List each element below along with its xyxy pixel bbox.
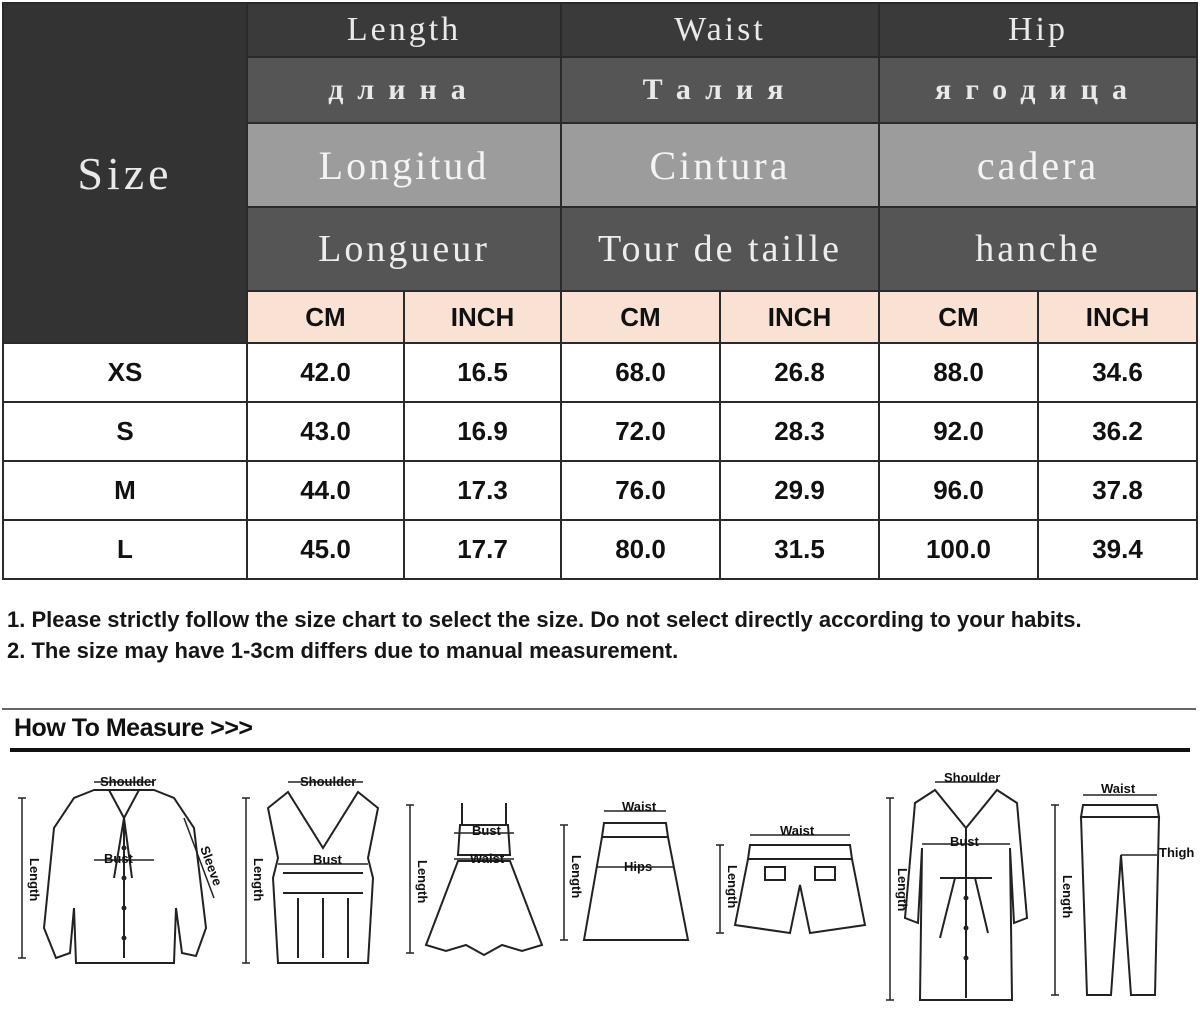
- note-1: 1. Please strictly follow the size chart to select the size. Do not select directly according to your habits.: [7, 607, 1082, 632]
- unit-header: INCH: [404, 291, 561, 343]
- unit-header: CM: [247, 291, 404, 343]
- shorts-icon: [710, 815, 870, 945]
- waist-label: Waist: [1101, 781, 1136, 796]
- size-cell: L: [3, 520, 247, 579]
- unit-header: CM: [879, 291, 1038, 343]
- length-label: Length: [27, 858, 42, 902]
- waist-header-fr: Tour de taille: [561, 207, 879, 291]
- length-label: Length: [251, 858, 266, 902]
- size-chart-table: [2, 2, 1198, 580]
- value-cell: 36.2: [1038, 402, 1197, 461]
- value-cell: 37.8: [1038, 461, 1197, 520]
- shoulder-label: Shoulder: [300, 774, 357, 789]
- hip-header-es: cadera: [879, 123, 1197, 207]
- value-cell: 92.0: [879, 402, 1038, 461]
- length-header-ru: длина: [247, 57, 561, 123]
- length-label: Length: [725, 865, 740, 909]
- table-row: [3, 343, 1197, 402]
- table-row: [3, 520, 1197, 579]
- value-cell: 17.7: [404, 520, 561, 579]
- shoulder-label: Shoulder: [100, 774, 157, 789]
- header-row-english: [3, 3, 1197, 57]
- hip-header: Hip: [879, 3, 1197, 57]
- value-cell: 42.0: [247, 343, 404, 402]
- value-cell: 68.0: [561, 343, 720, 402]
- hips-label: Hips: [624, 859, 653, 874]
- value-cell: 76.0: [561, 461, 720, 520]
- thigh-label: Thigh: [1159, 845, 1195, 860]
- skirt-icon: [556, 795, 701, 950]
- value-cell: 39.4: [1038, 520, 1197, 579]
- waist-label: Waist: [780, 823, 815, 838]
- value-cell: 80.0: [561, 520, 720, 579]
- value-cell: 45.0: [247, 520, 404, 579]
- bust-label: Bust: [472, 823, 501, 838]
- bust-label: Bust: [313, 852, 342, 867]
- value-cell: 88.0: [879, 343, 1038, 402]
- size-cell: M: [3, 461, 247, 520]
- blouse-icon: [14, 768, 234, 973]
- note-2: 2. The size may have 1-3cm differs due to manual measurement.: [7, 638, 679, 663]
- value-cell: 17.3: [404, 461, 561, 520]
- divider: [2, 708, 1196, 710]
- length-header-fr: Longueur: [247, 207, 561, 291]
- length-header: Length: [247, 3, 561, 57]
- value-cell: 96.0: [879, 461, 1038, 520]
- dress-icon: [402, 795, 550, 975]
- size-cell: XS: [3, 343, 247, 402]
- value-cell: 31.5: [720, 520, 879, 579]
- value-cell: 28.3: [720, 402, 879, 461]
- coat-icon: [880, 768, 1040, 1008]
- length-label: Length: [895, 868, 910, 912]
- waist-header: Waist: [561, 3, 879, 57]
- bust-label: Bust: [950, 834, 979, 849]
- unit-header: INCH: [1038, 291, 1197, 343]
- table-row: [3, 402, 1197, 461]
- value-cell: 29.9: [720, 461, 879, 520]
- value-cell: 43.0: [247, 402, 404, 461]
- length-label: Length: [415, 860, 430, 904]
- unit-header: INCH: [720, 291, 879, 343]
- sleeve-label: Sleeve: [197, 843, 226, 888]
- waist-label: Waist: [622, 799, 657, 814]
- value-cell: 16.9: [404, 402, 561, 461]
- value-cell: 72.0: [561, 402, 720, 461]
- how-to-measure-title: How To Measure >>>: [14, 714, 253, 742]
- waist-header-es: Cintura: [561, 123, 879, 207]
- size-notes: [7, 604, 1193, 666]
- hip-header-ru: ягодица: [879, 57, 1197, 123]
- waist-label: Waist: [470, 851, 505, 866]
- length-header-es: Longitud: [247, 123, 561, 207]
- value-cell: 16.5: [404, 343, 561, 402]
- bust-label: Bust: [104, 851, 133, 866]
- length-label: Length: [1060, 875, 1075, 919]
- unit-header: CM: [561, 291, 720, 343]
- value-cell: 100.0: [879, 520, 1038, 579]
- tank-top-icon: [238, 768, 388, 973]
- shoulder-label: Shoulder: [944, 770, 1001, 785]
- value-cell: 34.6: [1038, 343, 1197, 402]
- size-header: Size: [3, 3, 247, 343]
- value-cell: 44.0: [247, 461, 404, 520]
- length-label: Length: [569, 855, 584, 899]
- waist-header-ru: Талия: [561, 57, 879, 123]
- size-cell: S: [3, 402, 247, 461]
- pants-icon: [1045, 775, 1195, 1005]
- value-cell: 26.8: [720, 343, 879, 402]
- table-row: [3, 461, 1197, 520]
- hip-header-fr: hanche: [879, 207, 1197, 291]
- divider: [10, 748, 1190, 752]
